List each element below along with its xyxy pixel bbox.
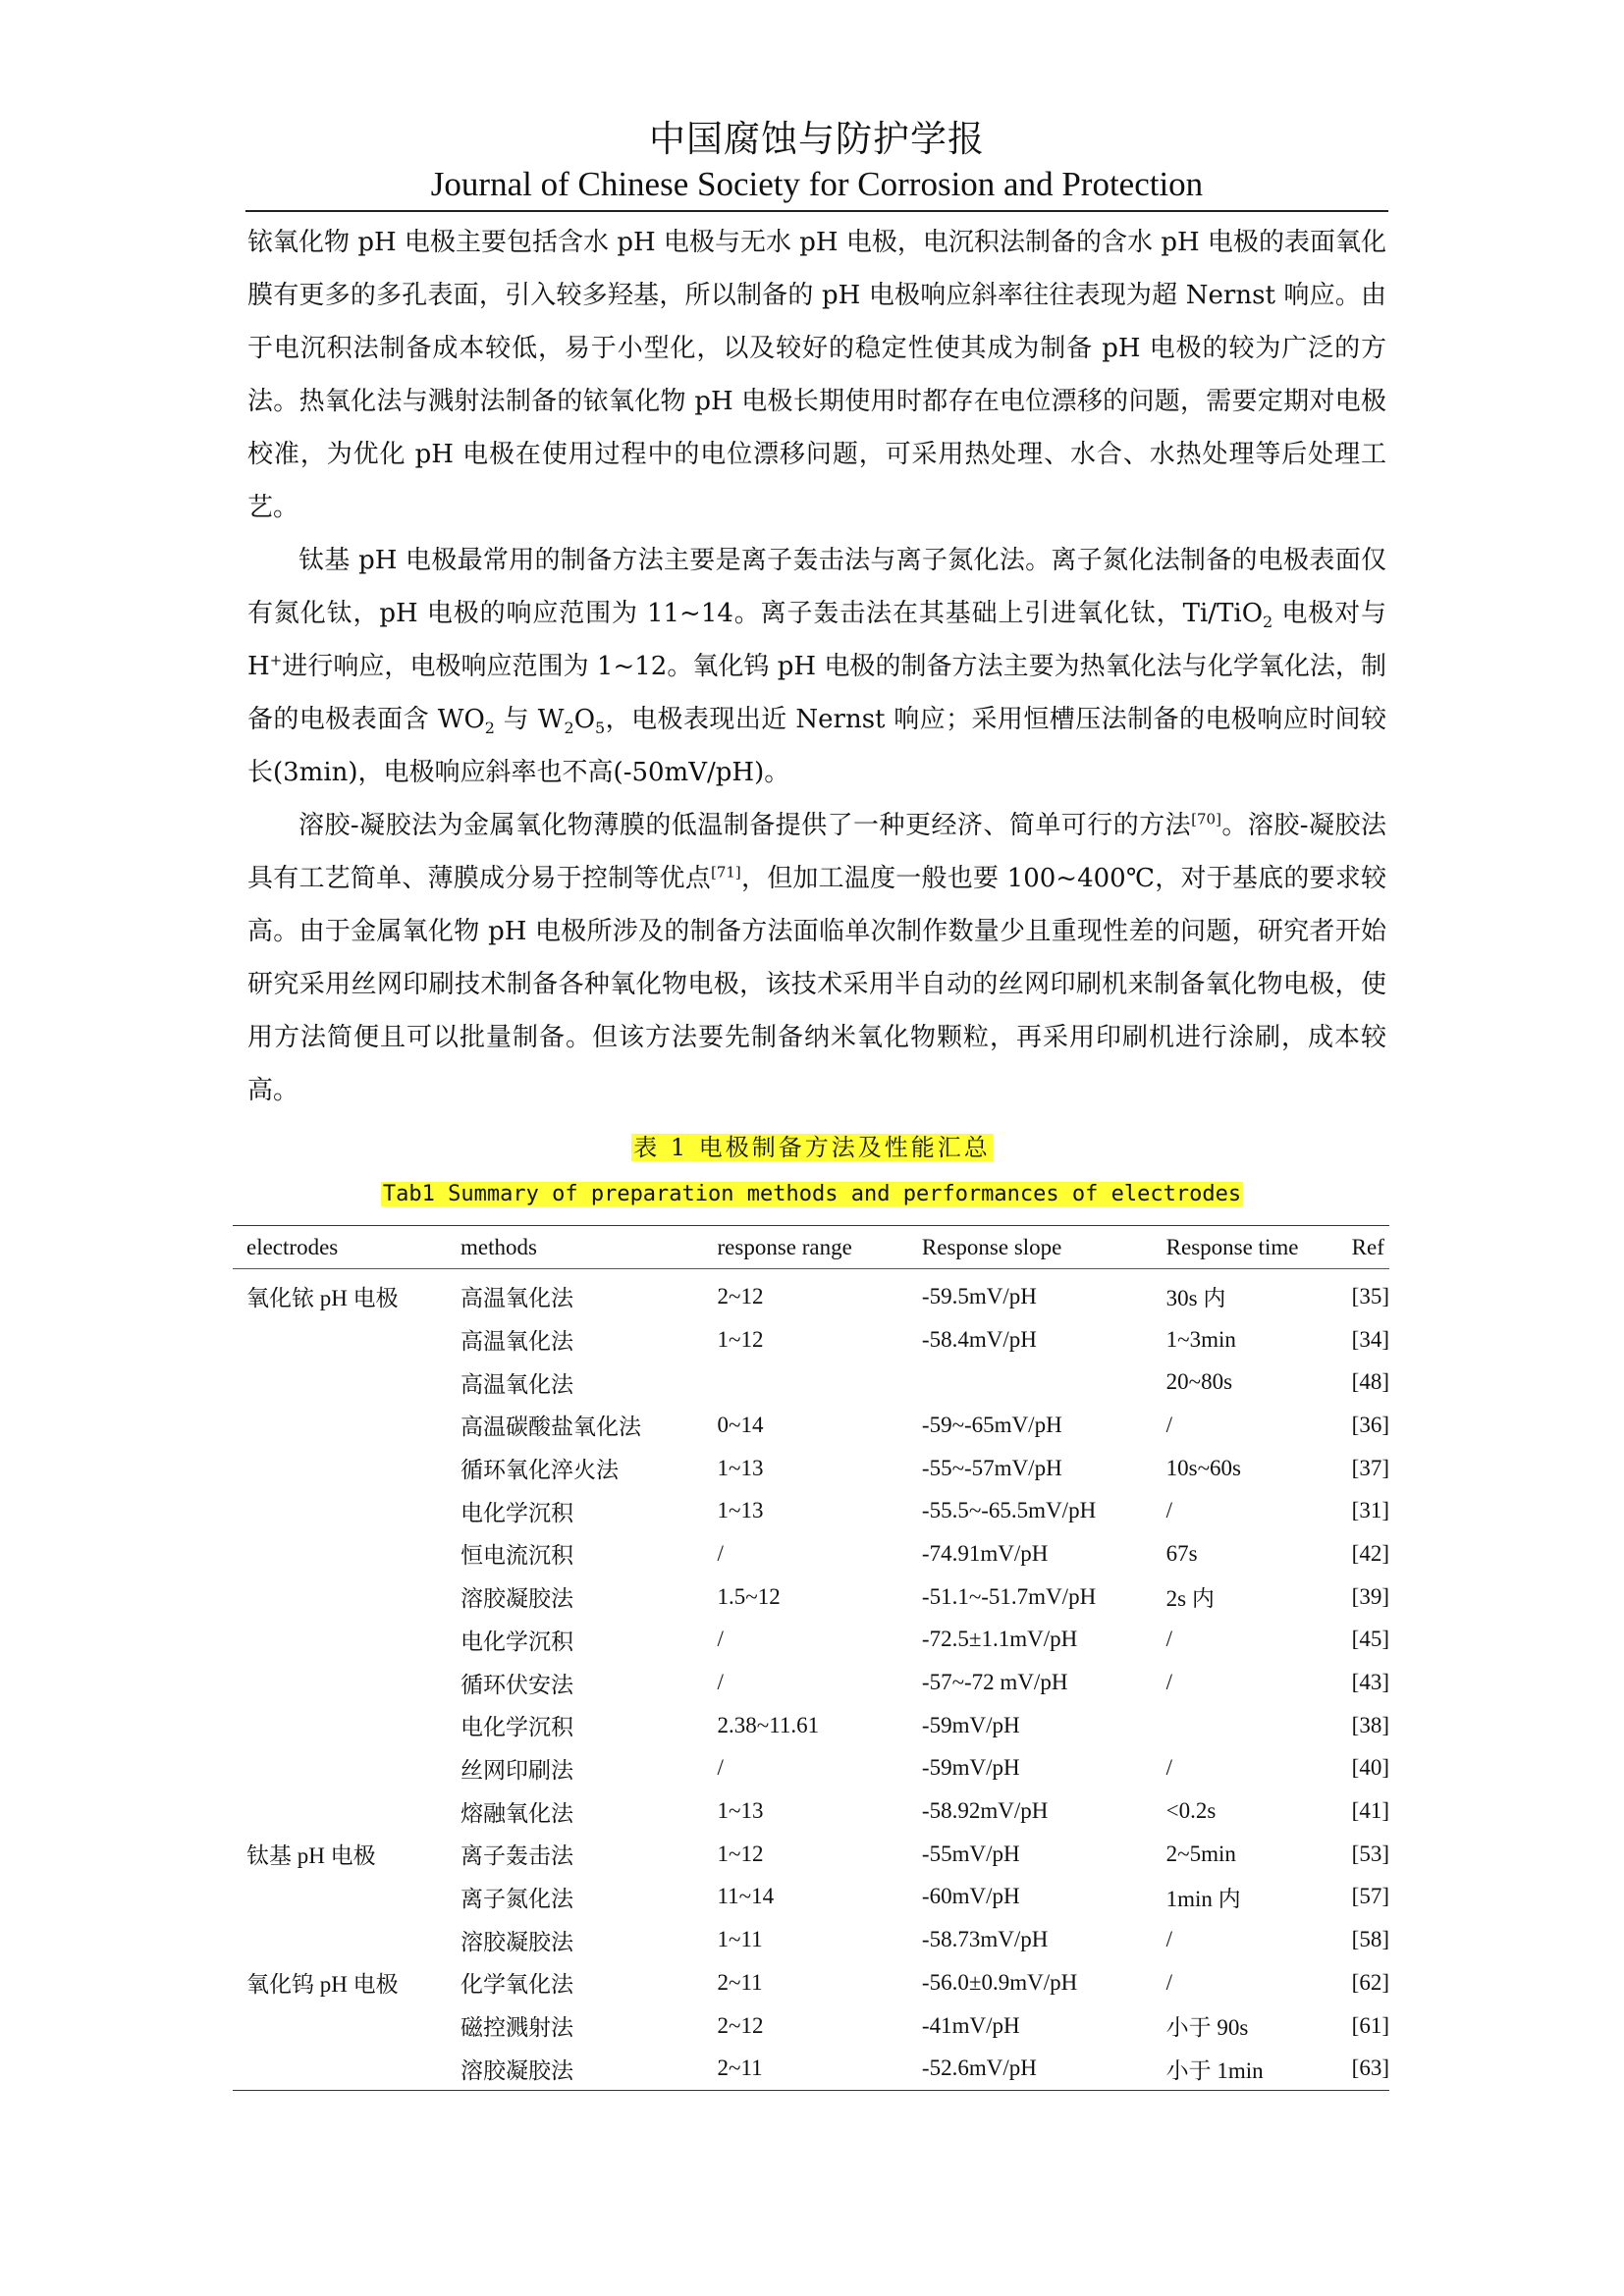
header-electrodes: electrodes — [233, 1226, 447, 1269]
cell-method: 恒电流沉积 — [460, 1543, 574, 1569]
cell-range: / — [717, 1627, 724, 1652]
cell-range: / — [717, 1670, 724, 1695]
cell-ref: [63] — [1338, 2047, 1389, 2090]
citation-ref: [71] — [710, 863, 741, 881]
cell-slope: -56.0±0.9mV/pH — [921, 1969, 1078, 1995]
text-span: O — [573, 705, 596, 734]
cell-electrode — [233, 1361, 447, 1404]
cell-time: 小于 90s — [1165, 2015, 1249, 2041]
cell-range: 1~13 — [717, 1498, 764, 1523]
cell-electrode — [233, 1876, 447, 1919]
cell-time: / — [1165, 1627, 1173, 1652]
cell-ref: [45] — [1351, 1627, 1389, 1652]
table-row — [233, 1789, 1389, 1833]
table-row — [233, 1619, 1389, 1662]
cell-method: 循环伏安法 — [460, 1672, 574, 1697]
cell-range: / — [717, 1540, 724, 1566]
cell-electrode — [233, 2047, 447, 2090]
caption-en-text: Tab1 Summary of preparation methods and performances of electrodes — [382, 1182, 1242, 1206]
cell-method: 溶胶凝胶法 — [460, 1586, 574, 1612]
text-span: 与 W — [494, 705, 565, 734]
cell-electrode — [233, 1318, 447, 1362]
cell-range: 2~11 — [717, 1969, 763, 1995]
cell-ref: [62] — [1351, 1969, 1389, 1995]
cell-range — [704, 1361, 908, 1404]
table-row — [233, 1833, 1389, 1876]
cell-method: 电化学沉积 — [460, 1629, 574, 1654]
paragraph-sol-gel — [247, 799, 1386, 1117]
table-row — [233, 1489, 1389, 1532]
cell-electrode — [233, 1747, 447, 1790]
cell-time: / — [1165, 1969, 1173, 1995]
cell-time: 2~5min — [1165, 1841, 1236, 1866]
cell-method: 电化学沉积 — [460, 1500, 574, 1525]
electrode-summary-table — [233, 1225, 1389, 2091]
article-body — [247, 216, 1386, 1117]
cell-time: 小于 1min — [1153, 2047, 1338, 2090]
text-span: 电极对与H — [247, 599, 1386, 681]
cell-range: 1~12 — [717, 1326, 764, 1352]
cell-electrode: 氧化铱 pH 电极 — [246, 1286, 399, 1311]
cell-ref: [38] — [1351, 1712, 1389, 1737]
table-caption-cn — [228, 1130, 1396, 1165]
cell-range: 2~11 — [704, 2047, 908, 2090]
cell-electrode — [233, 1704, 447, 1747]
text-span: ，电极表现出近 Nernst 响应；采用恒槽压法制备的电极响应时间较长(3min)，电极响应斜率也不高(-50mV/pH)。 — [247, 705, 1386, 787]
cell-ref: [36] — [1351, 1412, 1389, 1437]
cell-range: 2~12 — [717, 1283, 764, 1308]
cell-slope: -58.4mV/pH — [921, 1326, 1037, 1352]
header-response-slope: Response slope — [908, 1226, 1153, 1269]
cell-electrode — [233, 1661, 447, 1704]
cell-range: / — [717, 1755, 724, 1781]
journal-header — [245, 116, 1388, 212]
table-row — [233, 2047, 1389, 2090]
cell-time: 20~80s — [1165, 1369, 1233, 1395]
table-row — [233, 1918, 1389, 1961]
cell-range: 1~13 — [717, 1798, 764, 1824]
cell-method: 化学氧化法 — [460, 1972, 574, 1998]
cell-slope: -41mV/pH — [921, 2012, 1020, 2038]
subscript: 5 — [595, 719, 606, 738]
cell-method: 离子轰击法 — [460, 1843, 574, 1869]
cell-ref: [53] — [1351, 1841, 1389, 1866]
cell-electrode — [233, 1918, 447, 1961]
cell-slope: -59mV/pH — [921, 1712, 1020, 1737]
table-row — [233, 1318, 1389, 1362]
cell-method: 高温氧化法 — [460, 1286, 574, 1311]
text-span: ，但加工温度一般也要 100~400℃，对于基底的要求较高。由于金属氧化物 pH 电极所涉及的制备方法面临单次制作数量少且重现性差的问题，研究者开始研究采用丝网印刷技术制备各种氧化物电极，该技术采用半自动的丝网印刷机来制备氧化物电极，使用方法简便且可以批量制备。但该方法要先制备纳米氧化物颗粒，再采用印刷机进行涂刷，成本较高。 — [247, 864, 1386, 1105]
cell-slope: -72.5±1.1mV/pH — [921, 1627, 1078, 1652]
cell-slope: -74.91mV/pH — [921, 1540, 1049, 1566]
cell-range: 11~14 — [717, 1884, 775, 1909]
citation-ref: [70] — [1191, 810, 1221, 828]
cell-method: 高温氧化法 — [460, 1329, 574, 1355]
cell-slope: -52.6mV/pH — [908, 2047, 1153, 2090]
cell-range: 2.38~11.61 — [717, 1712, 820, 1737]
table-row — [233, 1447, 1389, 1490]
cell-slope — [908, 1361, 1153, 1404]
cell-ref: [34] — [1351, 1326, 1389, 1352]
table-row — [233, 1704, 1389, 1747]
cell-slope: -55~-57mV/pH — [921, 1455, 1062, 1480]
subscript: 2 — [564, 719, 574, 738]
cell-electrode — [233, 1619, 447, 1662]
table-row — [233, 1961, 1389, 2004]
text-span: 钛基 pH 电极最常用的制备方法主要是离子轰击法与离子氮化法。离子氮化法制备的电极表面仅有氮化钛，pH 电极的响应范围为 11~14。离子轰击法在其基础上引进氧化钛，Ti/TiO — [247, 546, 1386, 628]
cell-time: / — [1165, 1412, 1173, 1437]
cell-range: 1~11 — [717, 1927, 763, 1952]
cell-time: / — [1165, 1498, 1173, 1523]
cell-electrode: 钛基 pH 电极 — [246, 1843, 376, 1869]
cell-electrode — [233, 1404, 447, 1447]
cell-ref: [37] — [1351, 1455, 1389, 1480]
cell-method: 磁控溅射法 — [460, 2015, 574, 2041]
cell-slope: -58.92mV/pH — [921, 1798, 1049, 1824]
header-methods: methods — [447, 1226, 703, 1269]
table-row — [233, 1532, 1389, 1575]
cell-electrode — [233, 1575, 447, 1619]
cell-slope: -58.73mV/pH — [921, 1927, 1049, 1952]
caption-cn-text: 表 1 电极制备方法及性能汇总 — [633, 1134, 991, 1161]
table-row — [233, 1575, 1389, 1619]
table-header-row — [233, 1226, 1389, 1269]
cell-electrode — [233, 2004, 447, 2048]
cell-electrode — [233, 1532, 447, 1575]
journal-title-cn: 中国腐蚀与防护学报 — [649, 118, 985, 160]
text-span: 。溶胶-凝胶法具有工艺简单、薄膜成分易于控制等优点 — [247, 811, 1386, 893]
cell-ref: [57] — [1351, 1884, 1389, 1909]
cell-electrode — [233, 1789, 447, 1833]
cell-method: 离子氮化法 — [460, 1886, 574, 1911]
text-span: 进行响应，电极响应范围为 1~12。氧化钨 pH 电极的制备方法主要为热氧化法与化学氧化法，制备的电极表面含 WO — [247, 652, 1386, 734]
cell-method: 循环氧化淬火法 — [460, 1458, 620, 1483]
subscript: 2 — [484, 719, 495, 738]
journal-title-en: Journal of Chinese Society for Corrosion and Protection — [430, 165, 1204, 203]
cell-range: 0~14 — [717, 1412, 764, 1437]
cell-ref: [31] — [1351, 1498, 1389, 1523]
cell-slope: -60mV/pH — [921, 1884, 1020, 1909]
cell-range: 2~12 — [717, 2012, 764, 2038]
table-row — [233, 1747, 1389, 1790]
cell-time: / — [1165, 1927, 1173, 1952]
cell-time: <0.2s — [1165, 1798, 1217, 1824]
cell-method: 丝网印刷法 — [460, 1757, 574, 1783]
cell-range: 1.5~12 — [717, 1583, 781, 1609]
cell-time: / — [1165, 1755, 1173, 1781]
cell-range: 1~13 — [717, 1455, 764, 1480]
cell-method: 电化学沉积 — [460, 1715, 574, 1740]
cell-ref: [39] — [1351, 1583, 1389, 1609]
cell-ref: [41] — [1351, 1798, 1389, 1824]
cell-time: 67s — [1165, 1540, 1198, 1566]
table-row — [233, 2004, 1389, 2048]
subscript: 2 — [1263, 613, 1273, 632]
cell-slope: -59mV/pH — [921, 1755, 1020, 1781]
header-ref: Ref — [1338, 1226, 1389, 1269]
cell-time — [1153, 1704, 1338, 1747]
cell-slope: -55.5~-65.5mV/pH — [921, 1498, 1097, 1523]
cell-electrode: 氧化钨 pH 电极 — [246, 1972, 399, 1998]
cell-slope: -59.5mV/pH — [921, 1283, 1037, 1308]
header-response-time: Response time — [1153, 1226, 1338, 1269]
table-caption-en — [228, 1177, 1396, 1212]
table-body — [233, 1269, 1389, 2091]
cell-slope: -55mV/pH — [921, 1841, 1020, 1866]
cell-time: 30s 内 — [1165, 1286, 1226, 1311]
cell-ref: [40] — [1351, 1755, 1389, 1781]
table-row — [233, 1404, 1389, 1447]
cell-slope: -51.1~-51.7mV/pH — [921, 1583, 1097, 1609]
text-span: 溶胶-凝胶法为金属氧化物薄膜的低温制备提供了一种更经济、简单可行的方法 — [298, 811, 1192, 840]
header-response-range: response range — [704, 1226, 908, 1269]
table-row — [233, 1661, 1389, 1704]
cell-time: 1~3min — [1165, 1326, 1236, 1352]
cell-method: 熔融氧化法 — [460, 1800, 574, 1826]
cell-method: 溶胶凝胶法 — [460, 1929, 574, 1954]
cell-ref: [35] — [1351, 1283, 1389, 1308]
superscript: + — [269, 651, 283, 669]
table-row — [233, 1361, 1389, 1404]
cell-ref: [48] — [1351, 1369, 1389, 1395]
cell-time: / — [1165, 1670, 1173, 1695]
table-row — [233, 1269, 1389, 1318]
cell-range: 1~12 — [717, 1841, 764, 1866]
cell-electrode — [233, 1447, 447, 1490]
paragraph-iridium: 铱氧化物 pH 电极主要包括含水 pH 电极与无水 pH 电极，电沉积法制备的含水 pH 电极的表面氧化膜有更多的多孔表面，引入较多羟基，所以制备的 pH 电极响应斜率往往表现为超 Nernst 响应。由于电沉积法制备成本较低，易于小型化，以及较好的稳定性使其成为制备 pH 电极的较为广泛的方法。热氧化法与溅射法制备的铱氧化物 pH 电极长期使用时都存在电位漂移的问题，需要定期对电极校准，为优化 pH 电极在使用过程中的电位漂移问题，可采用热处理、水合、水热处理等后处理工艺。 — [247, 228, 1386, 522]
cell-ref: [43] — [1351, 1670, 1389, 1695]
cell-ref: [42] — [1351, 1540, 1389, 1566]
cell-time: 1min 内 — [1165, 1886, 1241, 1911]
cell-method: 高温碳酸盐氧化法 — [460, 1415, 642, 1440]
cell-slope: -59~-65mV/pH — [921, 1412, 1062, 1437]
cell-ref: [61] — [1351, 2012, 1389, 2038]
cell-ref: [58] — [1351, 1927, 1389, 1952]
cell-method: 溶胶凝胶法 — [447, 2047, 703, 2090]
table-row — [233, 1876, 1389, 1919]
cell-electrode — [233, 1489, 447, 1532]
cell-time: 2s 内 — [1165, 1586, 1215, 1612]
paragraph-titanium — [247, 534, 1386, 799]
cell-slope: -57~-72 mV/pH — [921, 1670, 1068, 1695]
cell-time: 10s~60s — [1165, 1455, 1241, 1480]
cell-method: 高温氧化法 — [460, 1371, 574, 1397]
